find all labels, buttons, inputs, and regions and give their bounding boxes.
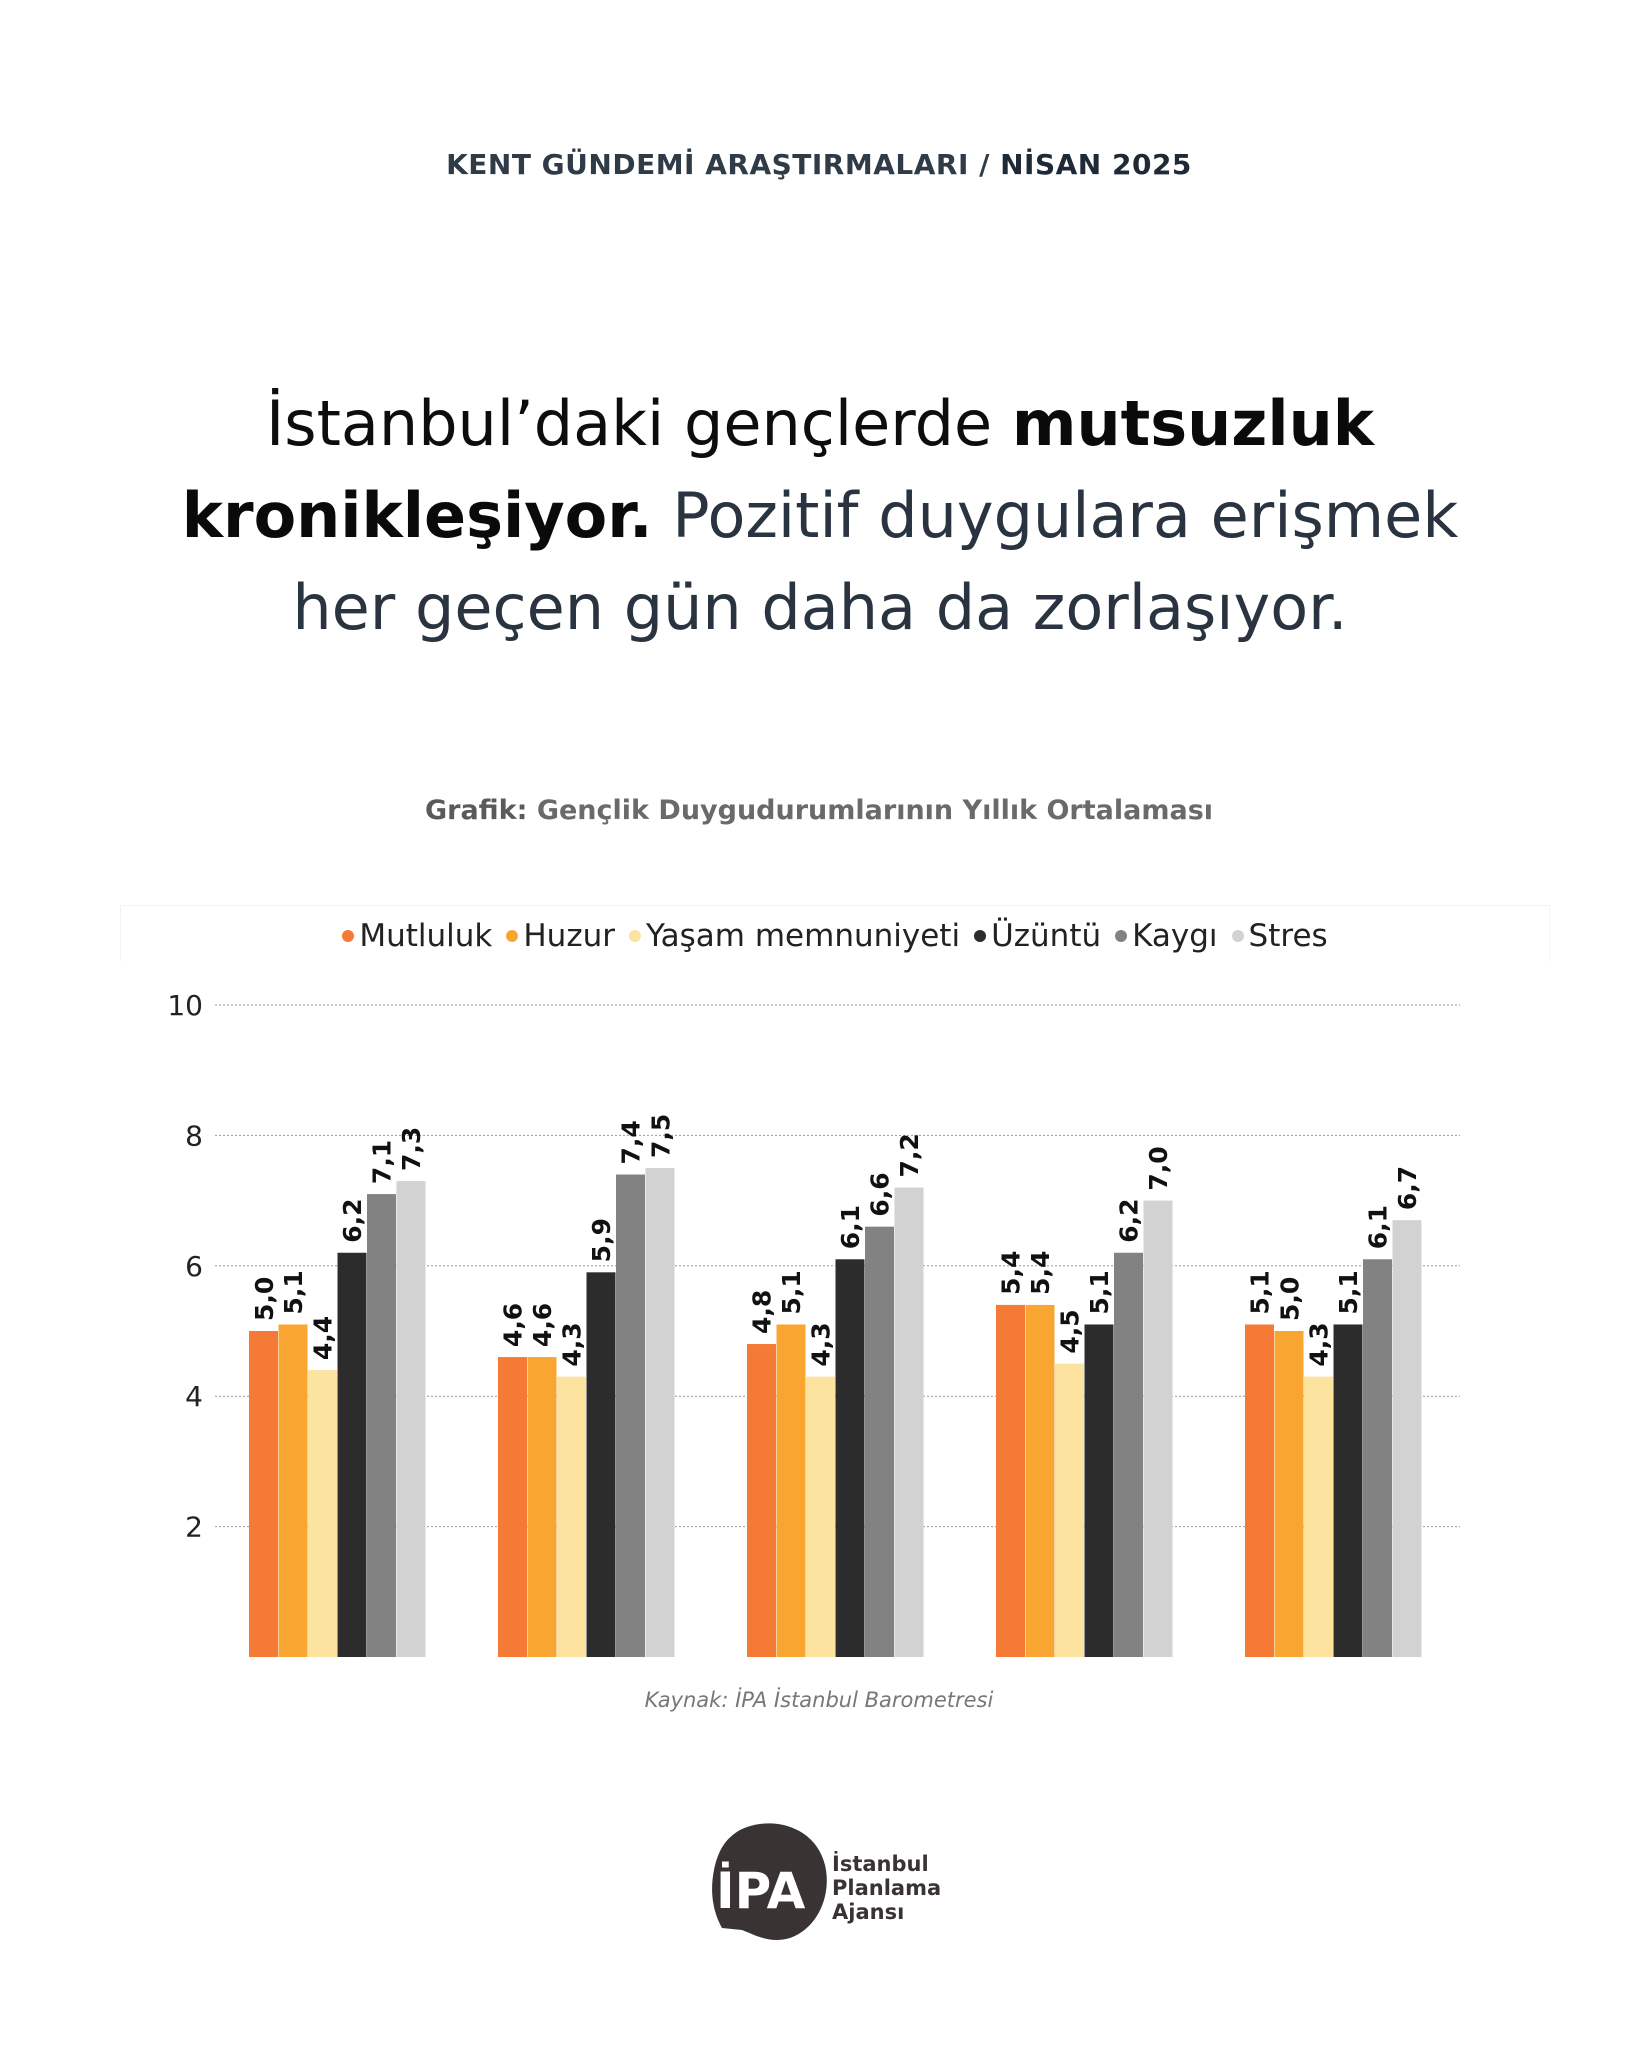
header-date: NİSAN 2025 — [1000, 148, 1192, 181]
bar-chart — [120, 905, 1550, 1665]
data-label: 7,5 — [646, 1113, 676, 1158]
bar-0-1 — [279, 1324, 308, 1657]
y-tick-label: 10 — [167, 989, 203, 1022]
data-label: 4,3 — [1304, 1322, 1334, 1367]
legend-label: Huzur — [523, 917, 615, 954]
chart-container — [120, 905, 1550, 1665]
data-label: 4,3 — [806, 1322, 836, 1367]
headline-line-1 — [120, 378, 1520, 470]
bar-1-0 — [498, 1357, 527, 1657]
data-label: 5,0 — [249, 1276, 279, 1321]
bar-1-5 — [646, 1168, 675, 1657]
data-label: 5,1 — [279, 1270, 309, 1315]
legend-label: Yaşam memnuniyeti — [645, 917, 961, 954]
data-label: 5,0 — [1275, 1276, 1305, 1321]
chart-source: Kaynak: İPA İstanbul Barometresi — [644, 1688, 994, 1712]
headline-line-3: her geçen gün daha da zorlaşıyor. — [292, 571, 1348, 644]
data-label: 4,3 — [557, 1322, 587, 1367]
data-label: 7,0 — [1144, 1146, 1174, 1191]
bar-3-4 — [1114, 1253, 1143, 1657]
bar-2-0 — [747, 1344, 776, 1657]
data-label: 6,2 — [338, 1198, 368, 1243]
bar-4-2 — [1304, 1377, 1333, 1657]
bar-4-4 — [1363, 1259, 1392, 1657]
data-label: 4,4 — [308, 1315, 338, 1361]
bar-1-4 — [616, 1175, 645, 1657]
bar-3-5 — [1144, 1201, 1173, 1657]
bar-2-5 — [895, 1188, 924, 1657]
data-label: 7,1 — [367, 1139, 397, 1185]
logo-line-1: İstanbul — [832, 1852, 929, 1876]
bar-3-3 — [1085, 1324, 1114, 1657]
bar-4-1 — [1275, 1331, 1304, 1657]
data-label: 4,6 — [528, 1302, 558, 1348]
headline-line1-bold: mutsuzluk — [1011, 387, 1374, 460]
ipa-logo-mark — [700, 1810, 840, 1950]
bar-2-1 — [777, 1324, 806, 1657]
data-label: 5,1 — [1245, 1270, 1275, 1315]
logo-wordmark — [832, 1852, 941, 1924]
data-label: 6,1 — [1363, 1204, 1393, 1250]
bar-0-4 — [367, 1194, 396, 1657]
headline-line-2 — [120, 470, 1520, 562]
data-label: 6,1 — [836, 1204, 866, 1250]
bar-1-1 — [528, 1357, 557, 1657]
headline-line1-regular: İstanbul’daki gençlerde — [266, 387, 1012, 460]
ipa-logo — [700, 1810, 960, 1950]
data-label: 4,8 — [747, 1289, 777, 1335]
bar-0-0 — [249, 1331, 278, 1657]
data-label: 6,6 — [865, 1172, 895, 1217]
chart-subtitle — [0, 795, 1638, 826]
bar-2-3 — [836, 1259, 865, 1657]
legend-label: Üzüntü — [991, 917, 1102, 954]
data-label: 5,1 — [1085, 1270, 1115, 1315]
logo-mark-text: İPA — [716, 1862, 806, 1920]
bar-3-0 — [996, 1305, 1025, 1657]
header-series: KENT GÜNDEMİ ARAŞTIRMALARI / — [446, 148, 1001, 181]
bar-4-3 — [1334, 1324, 1363, 1657]
y-tick-label: 2 — [185, 1510, 203, 1544]
data-label: 4,6 — [498, 1302, 528, 1348]
bar-0-2 — [308, 1370, 337, 1657]
data-label: 5,4 — [996, 1250, 1026, 1295]
bar-4-5 — [1393, 1220, 1422, 1657]
bar-0-3 — [338, 1253, 367, 1657]
bar-1-2 — [557, 1377, 586, 1657]
bar-3-1 — [1026, 1305, 1055, 1657]
data-label: 7,3 — [397, 1126, 427, 1172]
subtitle-label: Grafik: — [424, 795, 528, 826]
bar-0-5 — [397, 1181, 426, 1657]
report-header — [0, 148, 1638, 181]
bar-2-2 — [806, 1377, 835, 1657]
data-label: 7,2 — [895, 1133, 925, 1178]
data-label: 5,1 — [1334, 1270, 1364, 1315]
data-label: 7,4 — [616, 1120, 646, 1165]
y-tick-label: 6 — [185, 1249, 203, 1283]
logo-line-3: Ajansı — [832, 1900, 905, 1924]
bar-2-4 — [865, 1227, 894, 1657]
headline-line2-bold: kronikleşiyor. — [181, 479, 653, 552]
legend-label: Stres — [1248, 917, 1328, 954]
headline — [120, 378, 1520, 654]
y-tick-label: 4 — [185, 1380, 203, 1414]
data-label: 6,7 — [1393, 1165, 1423, 1211]
logo-line-2: Planlama — [832, 1876, 942, 1900]
data-label: 6,2 — [1114, 1198, 1144, 1243]
data-label: 4,5 — [1055, 1309, 1085, 1354]
data-label: 5,4 — [1026, 1250, 1056, 1295]
y-tick-label: 8 — [185, 1119, 203, 1153]
headline-line2-regular: Pozitif duygulara erişmek — [652, 479, 1459, 552]
data-label: 5,1 — [777, 1270, 807, 1315]
bar-3-2 — [1055, 1364, 1084, 1657]
data-label: 5,9 — [587, 1218, 617, 1263]
bar-1-3 — [587, 1272, 616, 1657]
legend-label: Mutluluk — [359, 917, 493, 954]
legend-label: Kaygı — [1132, 917, 1218, 954]
subtitle-text: Gençlik Duygudurumlarının Yıllık Ortalaması — [527, 795, 1214, 826]
bar-4-0 — [1245, 1324, 1274, 1657]
